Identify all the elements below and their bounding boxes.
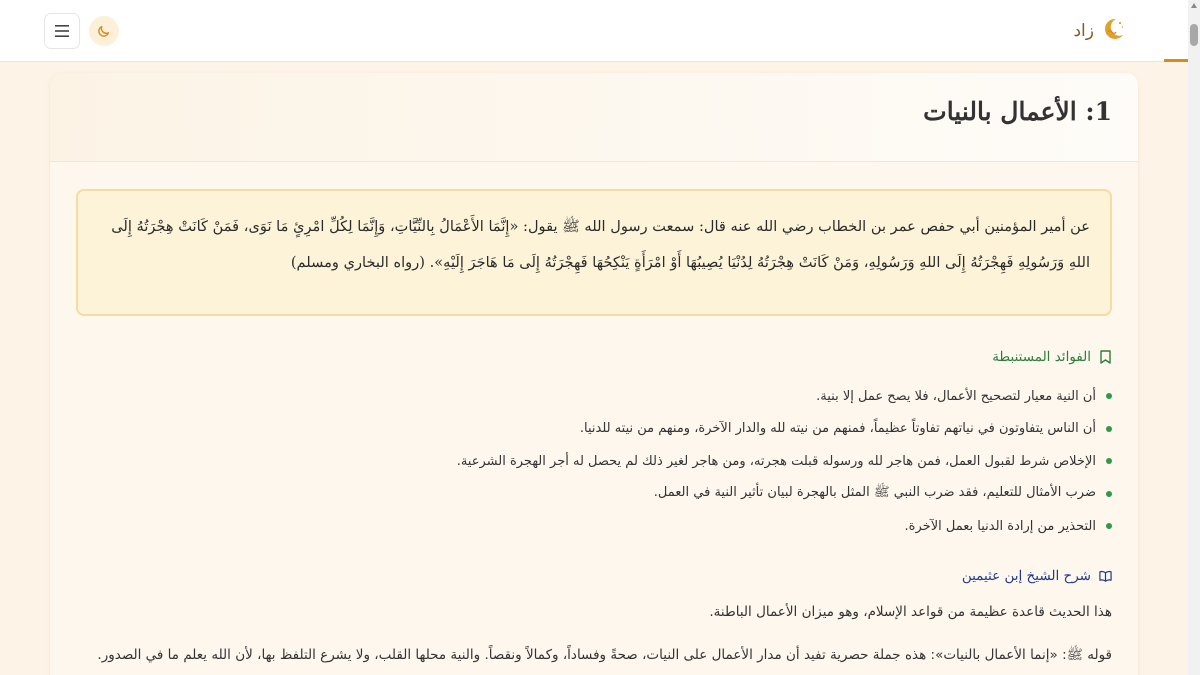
- sharh-heading: [962, 565, 1112, 587]
- bullet-icon: [1106, 491, 1112, 497]
- hadith-text: عن أمير المؤمنين أبي حفص عمر بن الخطاب رضي الله عنه قال: سمعت رسول الله ﷺ يقول: «إِنَّمَا الأَعْمَالُ بِالنِّيَّاتِ، وَإِنَّمَا لِكُلِّ امْرِئٍ مَا نَوَى، فَمَنْ كَانَتْ هِجْرَتُهُ إِلَى اللهِ وَرَسُولِهِ فَهِجْرَتُهُ إِلَى اللهِ وَرَسُولِهِ، وَمَنْ كَانَتْ هِجْرَتُهُ لِدُنْيَا يُصِيبُهَا أَوْ امْرَأَةٍ يَنْكِحُهَا فَهِجْرَتُهُ إِلَى مَا هَاجَرَ إِلَيْهِ». (رواه البخاري ومسلم): [111, 218, 1090, 271]
- bullet-icon: [1106, 393, 1112, 399]
- hadith-text-box: [76, 189, 1112, 316]
- list-item-text: أن الناس يتفاوتون في نياتهم تفاوتاً عظيماً، فمنهم من نيته لله والدار الآخرة، ومنهم من نيته للدنيا.: [579, 421, 1096, 437]
- list-item: [92, 510, 1112, 543]
- hadith-title: 1: الأعمال بالنيات: [923, 97, 1112, 126]
- sharh-heading-label: شرح الشيخ إبن عثيمين: [961, 568, 1091, 584]
- sharh-paragraph: قوله ﷺ: «إنما الأعمال بالنيات»: هذه جملة حصرية تفيد أن مدار الأعمال على النيات، صحةً وفساداً، وكمالاً ونقصاً. والنية محلها القلب، ولا يشرع التلفظ بها، لأن الله يعلم ما في الصدور.: [97, 647, 1112, 663]
- open-book-icon: [1099, 569, 1112, 583]
- theme-toggle-button[interactable]: [89, 16, 119, 46]
- scrollbar[interactable]: [1188, 0, 1200, 675]
- scroll-thumb[interactable]: [1190, 24, 1198, 46]
- hamburger-icon: [54, 24, 70, 38]
- card-header: [50, 73, 1138, 162]
- bullet-icon: [1106, 458, 1112, 464]
- benefits-heading: [992, 346, 1112, 368]
- brand-logo-link[interactable]: [1073, 14, 1126, 48]
- list-item: [92, 380, 1112, 413]
- moon-icon: [97, 24, 111, 38]
- bookmark-icon: [1099, 350, 1112, 364]
- bullet-icon: [1106, 523, 1112, 529]
- top-bar: [0, 0, 1188, 62]
- benefits-list: [92, 380, 1112, 543]
- bullet-icon: [1106, 426, 1112, 432]
- menu-button[interactable]: [44, 13, 80, 49]
- list-item-text: ضرب الأمثال للتعليم، فقد ضرب النبي ﷺ المثل بالهجرة لبيان تأثير النية في العمل.: [653, 485, 1096, 501]
- active-indicator: [1164, 59, 1188, 62]
- list-item: [92, 445, 1112, 478]
- list-item: [92, 478, 1112, 511]
- sharh-paragraph: هذا الحديث قاعدة عظيمة من قواعد الإسلام، وهو ميزان الأعمال الباطنة.: [709, 604, 1112, 620]
- list-item-text: التحذير من إرادة الدنيا بعمل الآخرة.: [904, 518, 1096, 534]
- scroll-up-arrow[interactable]: [1191, 3, 1197, 8]
- hadith-card: [50, 73, 1138, 675]
- crescent-icon: [1100, 16, 1126, 46]
- list-item: [92, 413, 1112, 446]
- list-item-text: الإخلاص شرط لقبول العمل، فمن هاجر لله ورسوله قبلت هجرته، ومن هاجر لغير ذلك لم يحصل له أجر الهجرة الشرعية.: [456, 453, 1096, 469]
- brand-name: زاد: [1073, 21, 1094, 41]
- benefits-heading-label: الفوائد المستنبطة: [992, 349, 1091, 365]
- list-item-text: أن النية معيار لتصحيح الأعمال، فلا يصح عمل إلا بنية.: [816, 388, 1096, 404]
